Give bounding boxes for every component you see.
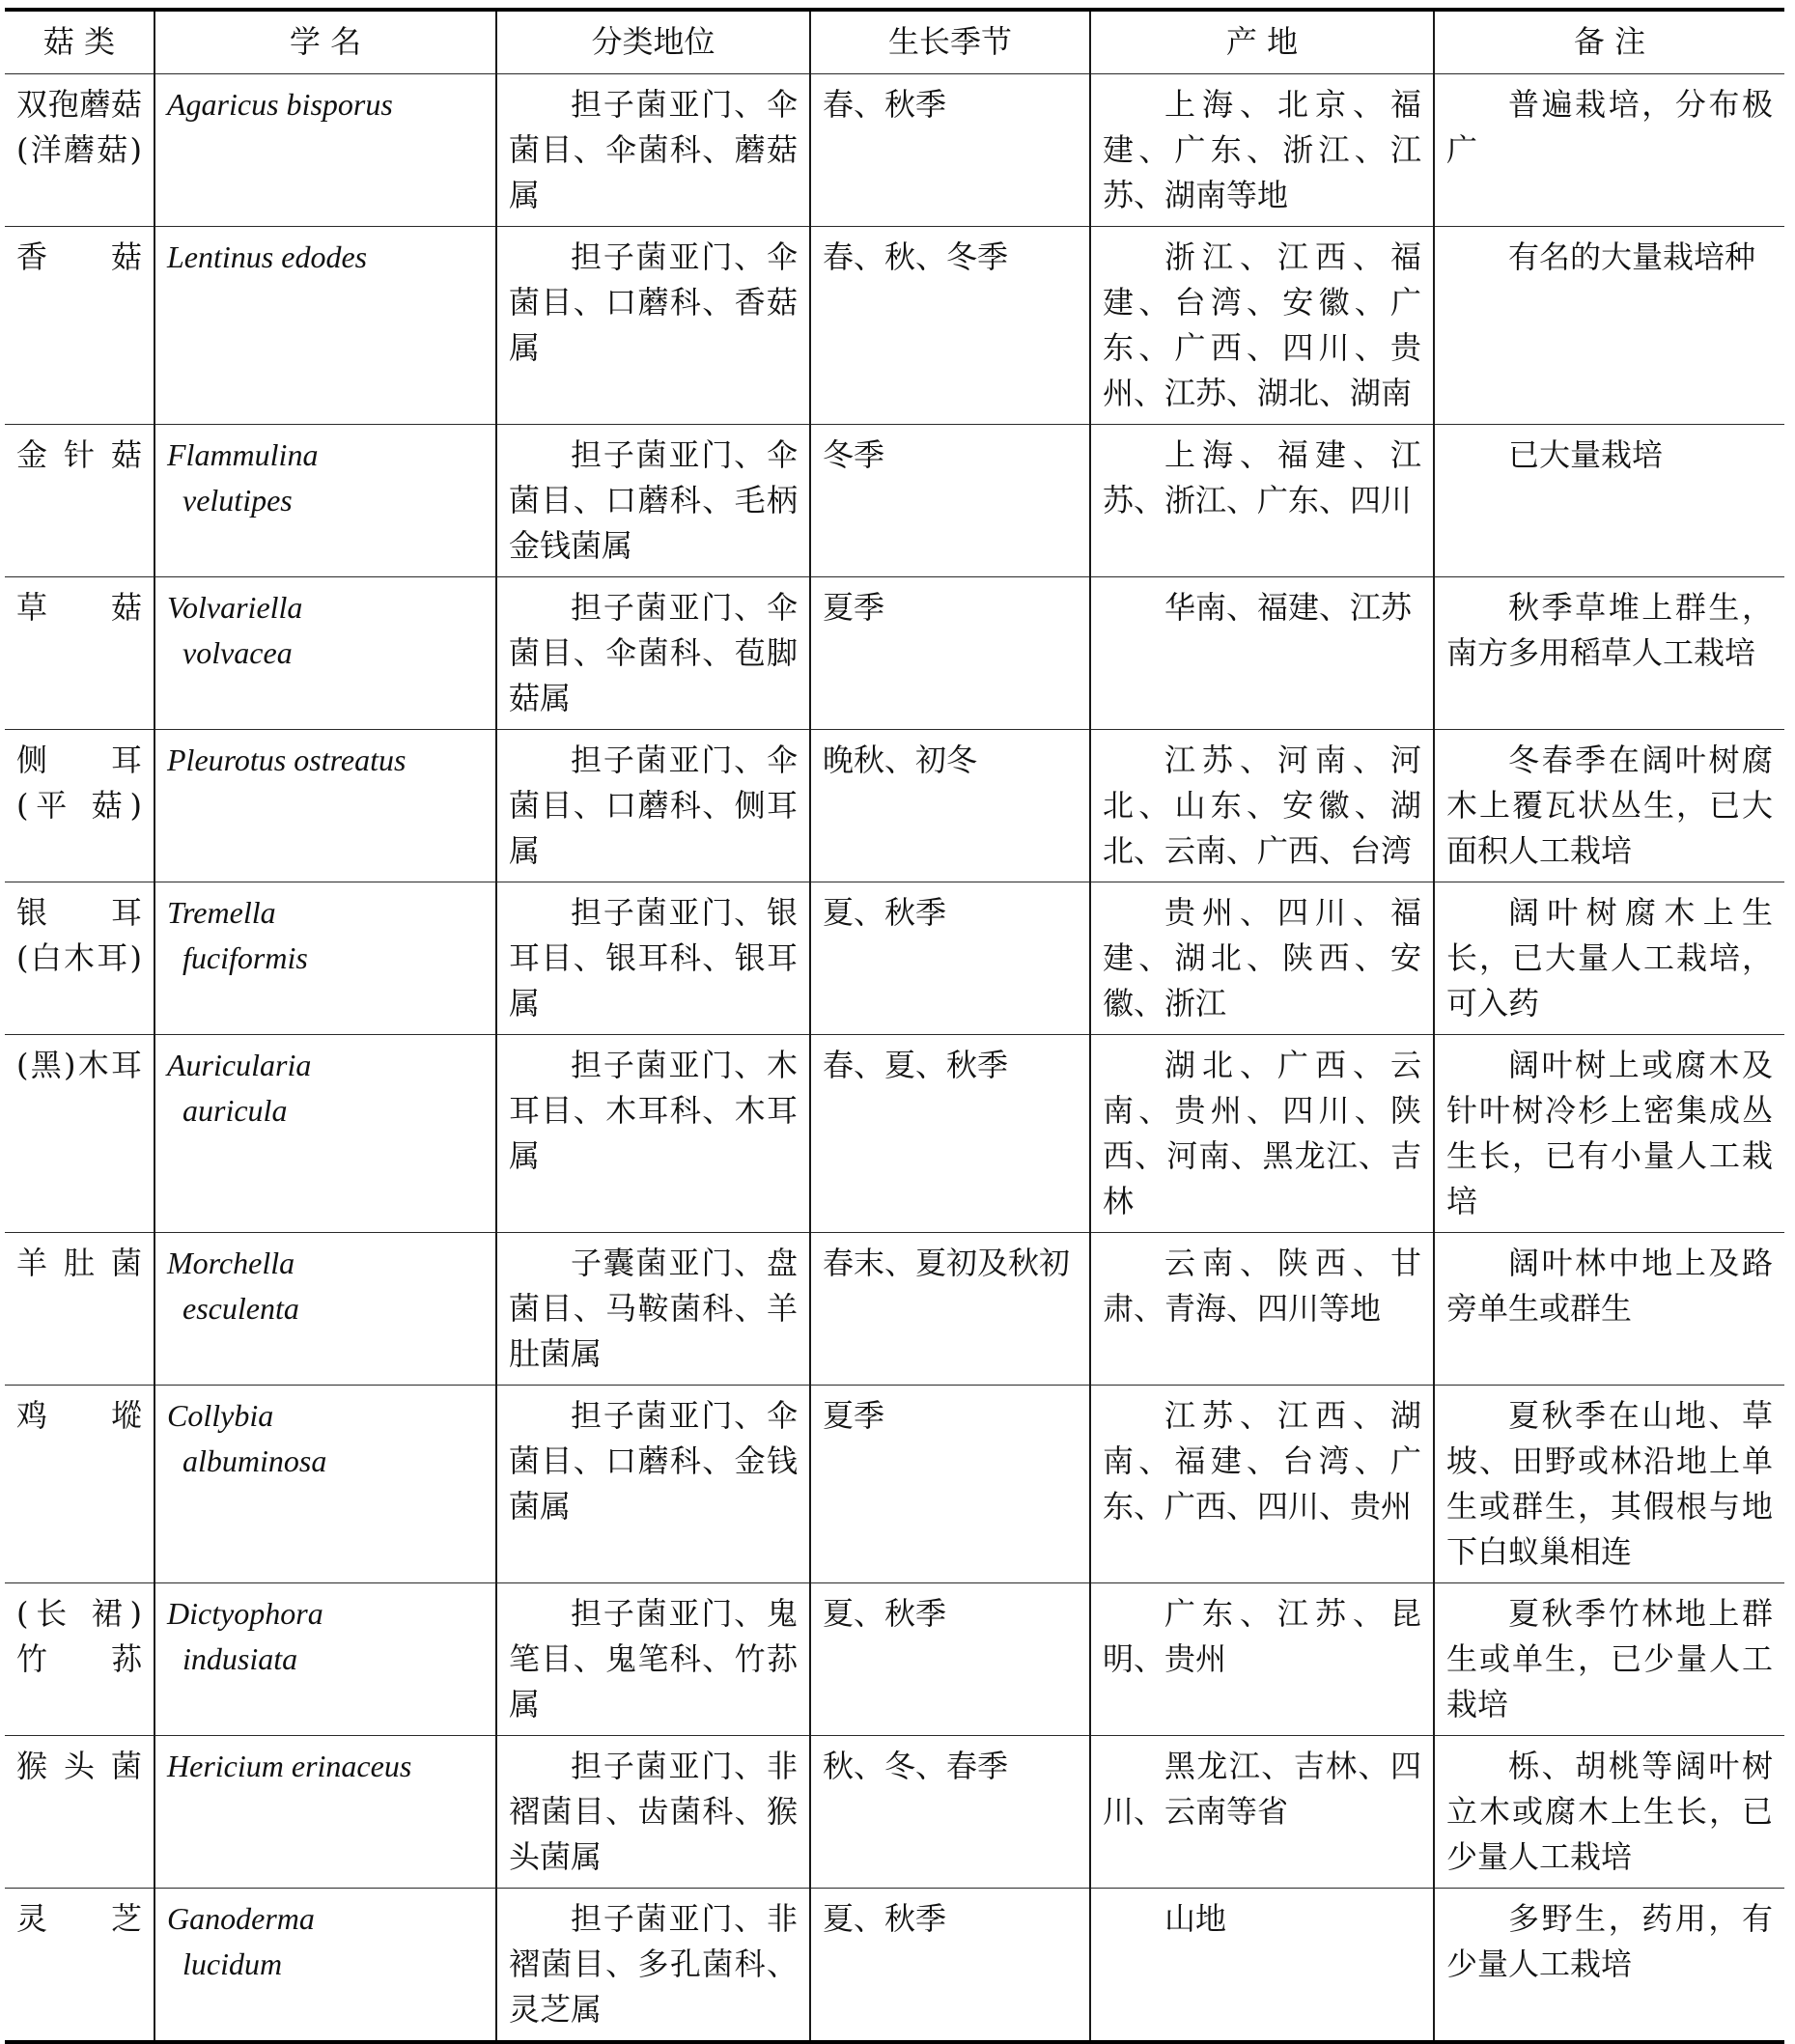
table-header-row xyxy=(5,10,1784,74)
cell-scientific-name xyxy=(154,882,496,1035)
sci-line: Dictyophora xyxy=(167,1596,323,1631)
name-line: (白木耳) xyxy=(16,939,142,976)
cell-mushroom-name xyxy=(5,1035,154,1233)
cell-mushroom-name xyxy=(5,74,154,227)
name-line: 银 耳 xyxy=(16,894,142,931)
cell-scientific-name xyxy=(154,1736,496,1889)
cell-origin: 华南、福建、江苏 xyxy=(1090,577,1434,730)
cell-origin: 江苏、河南、河北、山东、安徽、湖北、云南、广西、台湾 xyxy=(1090,730,1434,882)
cell-note: 夏秋季竹林地上群生或单生，已少量人工栽培 xyxy=(1434,1583,1784,1736)
table-row xyxy=(5,882,1784,1035)
table-row xyxy=(5,1583,1784,1736)
name-line: (洋蘑菇) xyxy=(16,131,142,168)
table-row xyxy=(5,227,1784,425)
cell-note: 普遍栽培，分布极广 xyxy=(1434,74,1784,227)
cell-origin: 广东、江苏、昆明、贵州 xyxy=(1090,1583,1434,1736)
sci-line: Lentinus edodes xyxy=(167,239,368,274)
name-line: 灵 芝 xyxy=(16,1900,142,1937)
cell-scientific-name xyxy=(154,1233,496,1386)
cell-mushroom-name xyxy=(5,1889,154,2043)
cell-scientific-name xyxy=(154,577,496,730)
cell-mushroom-name xyxy=(5,1233,154,1386)
cell-season: 春、夏、秋季 xyxy=(810,1035,1090,1233)
name-line: 竹 荪 xyxy=(16,1640,142,1677)
cell-season: 晚秋、初冬 xyxy=(810,730,1090,882)
table-row xyxy=(5,1035,1784,1233)
header-notes: 备 注 xyxy=(1434,10,1784,74)
name-line: 鸡 㙡 xyxy=(16,1397,142,1434)
name-line: 侧 耳 xyxy=(16,742,142,778)
cell-note: 秋季草堆上群生，南方多用稻草人工栽培 xyxy=(1434,577,1784,730)
cell-origin: 湖北、广西、云南、贵州、四川、陕西、河南、黑龙江、吉林 xyxy=(1090,1035,1434,1233)
cell-taxonomy: 担子菌亚门、伞菌目、口蘑科、侧耳属 xyxy=(496,730,810,882)
header-season: 生长季节 xyxy=(810,10,1090,74)
table-row xyxy=(5,74,1784,227)
cell-origin: 上海、北京、福建、广东、浙江、江苏、湖南等地 xyxy=(1090,74,1434,227)
header-origin: 产 地 xyxy=(1090,10,1434,74)
name-line: 羊 肚 菌 xyxy=(16,1245,142,1281)
cell-season: 夏、秋季 xyxy=(810,1583,1090,1736)
cell-mushroom-name xyxy=(5,577,154,730)
cell-taxonomy: 担子菌亚门、非褶菌目、多孔菌科、灵芝属 xyxy=(496,1889,810,2043)
name-line: (平 菇) xyxy=(16,787,142,824)
cell-mushroom-name xyxy=(5,1736,154,1889)
name-line: 草 菇 xyxy=(16,589,142,626)
cell-scientific-name xyxy=(154,1583,496,1736)
cell-mushroom-name xyxy=(5,882,154,1035)
sci-line: Hericium erinaceus xyxy=(167,1749,412,1783)
cell-season: 春末、夏初及秋初 xyxy=(810,1233,1090,1386)
name-line: (长 裙) xyxy=(16,1595,142,1632)
cell-origin: 贵州、四川、福建、湖北、陕西、安徽、浙江 xyxy=(1090,882,1434,1035)
name-line: 猴 头 菌 xyxy=(16,1748,142,1784)
cell-taxonomy: 担子菌亚门、伞菌目、口蘑科、金钱菌属 xyxy=(496,1386,810,1583)
table-row xyxy=(5,1233,1784,1386)
cell-season: 冬季 xyxy=(810,425,1090,577)
cell-scientific-name xyxy=(154,1889,496,2043)
cell-note: 有名的大量栽培种 xyxy=(1434,227,1784,425)
table-body xyxy=(5,74,1784,2043)
cell-note: 栎、胡桃等阔叶树立木或腐木上生长，已少量人工栽培 xyxy=(1434,1736,1784,1889)
cell-season: 夏、秋季 xyxy=(810,1889,1090,2043)
sci-line: fuciformis xyxy=(182,940,308,975)
sci-line: esculenta xyxy=(182,1291,299,1326)
table-row xyxy=(5,730,1784,882)
cell-season: 夏季 xyxy=(810,1386,1090,1583)
cell-taxonomy: 担子菌亚门、伞菌目、伞菌科、蘑菇属 xyxy=(496,74,810,227)
cell-taxonomy: 担子菌亚门、非褶菌目、齿菌科、猴头菌属 xyxy=(496,1736,810,1889)
table-row xyxy=(5,1889,1784,2043)
table-row xyxy=(5,425,1784,577)
cell-origin: 上海、福建、江苏、浙江、广东、四川 xyxy=(1090,425,1434,577)
cell-mushroom-name xyxy=(5,1583,154,1736)
cell-origin: 黑龙江、吉林、四川、云南等省 xyxy=(1090,1736,1434,1889)
cell-season: 春、秋季 xyxy=(810,74,1090,227)
mushroom-table xyxy=(5,8,1784,2044)
sci-line: Tremella xyxy=(167,895,276,930)
cell-taxonomy: 担子菌亚门、伞菌目、口蘑科、毛柄金钱菌属 xyxy=(496,425,810,577)
table-row xyxy=(5,1736,1784,1889)
name-line: (黑)木耳 xyxy=(16,1047,142,1083)
cell-note: 已大量栽培 xyxy=(1434,425,1784,577)
header-taxonomy: 分类地位 xyxy=(496,10,810,74)
cell-mushroom-name xyxy=(5,730,154,882)
cell-season: 夏季 xyxy=(810,577,1090,730)
cell-season: 夏、秋季 xyxy=(810,882,1090,1035)
sci-line: Collybia xyxy=(167,1398,274,1433)
sci-line: auricula xyxy=(182,1093,288,1128)
cell-taxonomy: 担子菌亚门、鬼笔目、鬼笔科、竹荪属 xyxy=(496,1583,810,1736)
table-row xyxy=(5,577,1784,730)
sci-line: Morchella xyxy=(167,1246,295,1280)
cell-taxonomy: 担子菌亚门、银耳目、银耳科、银耳属 xyxy=(496,882,810,1035)
name-line: 双孢蘑菇 xyxy=(16,86,142,123)
cell-mushroom-name xyxy=(5,227,154,425)
name-line: 香 菇 xyxy=(16,238,142,275)
name-line: 金 针 菇 xyxy=(16,436,142,473)
sci-line: Auricularia xyxy=(167,1048,312,1082)
header-mushroom: 菇 类 xyxy=(5,10,154,74)
cell-taxonomy: 子囊菌亚门、盘菌目、马鞍菌科、羊肚菌属 xyxy=(496,1233,810,1386)
cell-mushroom-name xyxy=(5,425,154,577)
sci-line: Agaricus bisporus xyxy=(167,87,393,122)
cell-origin: 浙江、江西、福建、台湾、安徽、广东、广西、四川、贵州、江苏、湖北、湖南 xyxy=(1090,227,1434,425)
cell-origin: 山地 xyxy=(1090,1889,1434,2043)
cell-season: 春、秋、冬季 xyxy=(810,227,1090,425)
cell-origin: 云南、陕西、甘肃、青海、四川等地 xyxy=(1090,1233,1434,1386)
cell-scientific-name xyxy=(154,1035,496,1233)
cell-note: 冬春季在阔叶树腐木上覆瓦状丛生，已大面积人工栽培 xyxy=(1434,730,1784,882)
cell-note: 多野生，药用，有少量人工栽培 xyxy=(1434,1889,1784,2043)
sci-line: volvacea xyxy=(182,635,293,670)
sci-line: Pleurotus ostreatus xyxy=(167,742,407,777)
cell-scientific-name xyxy=(154,227,496,425)
sci-line: Ganoderma xyxy=(167,1901,315,1936)
cell-scientific-name xyxy=(154,74,496,227)
cell-note: 阔叶林中地上及路旁单生或群生 xyxy=(1434,1233,1784,1386)
sci-line: lucidum xyxy=(182,1946,283,1981)
cell-note: 阔叶树腐木上生长，已大量人工栽培，可入药 xyxy=(1434,882,1784,1035)
cell-taxonomy: 担子菌亚门、伞菌目、伞菌科、苞脚菇属 xyxy=(496,577,810,730)
sci-line: indusiata xyxy=(182,1641,298,1676)
sci-line: Flammulina xyxy=(167,437,319,472)
cell-mushroom-name xyxy=(5,1386,154,1583)
cell-taxonomy: 担子菌亚门、伞菌目、口蘑科、香菇属 xyxy=(496,227,810,425)
sci-line: Volvariella xyxy=(167,590,303,625)
cell-note: 夏秋季在山地、草坡、田野或林沿地上单生或群生，其假根与地下白蚁巢相连 xyxy=(1434,1386,1784,1583)
header-scientific-name: 学 名 xyxy=(154,10,496,74)
cell-scientific-name xyxy=(154,1386,496,1583)
cell-scientific-name xyxy=(154,730,496,882)
cell-taxonomy: 担子菌亚门、木耳目、木耳科、木耳属 xyxy=(496,1035,810,1233)
cell-note: 阔叶树上或腐木及针叶树冷杉上密集成丛生长，已有小量人工栽培 xyxy=(1434,1035,1784,1233)
cell-origin: 江苏、江西、湖南、福建、台湾、广东、广西、四川、贵州 xyxy=(1090,1386,1434,1583)
sci-line: albuminosa xyxy=(182,1443,327,1478)
sci-line: velutipes xyxy=(182,483,293,518)
table-row xyxy=(5,1386,1784,1583)
cell-scientific-name xyxy=(154,425,496,577)
cell-season: 秋、冬、春季 xyxy=(810,1736,1090,1889)
